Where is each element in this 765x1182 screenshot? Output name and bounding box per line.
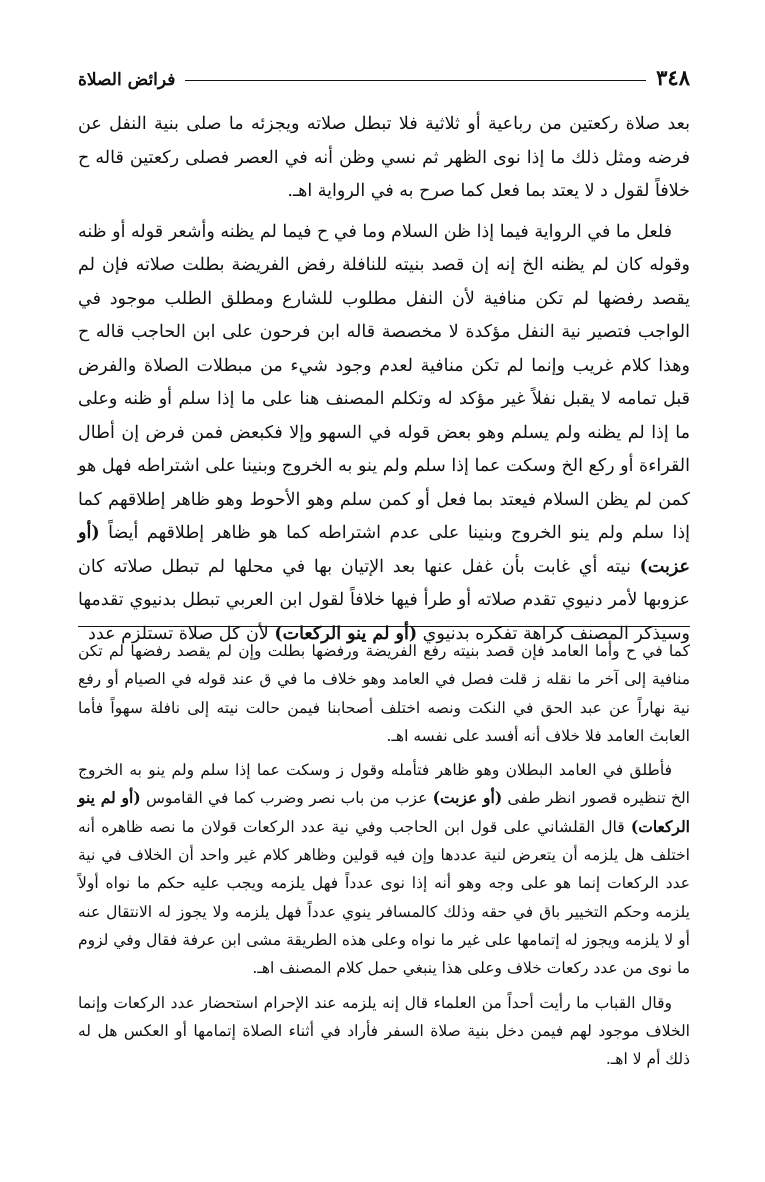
keyword-run: (أو عزبت): [78, 523, 690, 577]
footnotes: [78, 637, 690, 1079]
text-run: لأن كل صلاة تستلزم عدد: [88, 623, 275, 644]
text-run: بعد صلاة ركعتين من رباعية أو ثلاثية فلا تبطل صلاته ويجزئه ما صلى بنية النفل عن فرضه ومثل ذلك ما إذا نوى الظهر ثم نسي وظن أنه في العصر فصلى ركعتين قاله ح خلافاً لقول د لا يعتد بما فعل كما صرح به في الرواية اهـ.: [78, 114, 690, 201]
page-header: [78, 60, 690, 90]
main-paragraph: [78, 108, 690, 209]
text-run: كما في ح وأما العامد فإن قصد بنيته رفع الفريضة ورفضها بطلت وإن لم يقصد رفضها لم تكن منافية إلى آخر ما نقله ز قلت فصل في العامد وهو خلاف ما في ق عند قوله في الصيام أو رفع نية نهاراً عن عبد الحق في النكت ونصه اختلف أصحابنا فيمن حالت نيته إلى نافلة سهواً فأما العابث العامد فلا خلاف أنه أفسد على نفسه اهـ.: [78, 642, 690, 745]
main-paragraph: [78, 216, 690, 652]
text-run: قال القلشاني على قول ابن الحاجب وفي نية عدد الركعات قولان ما نصه ظاهره أنه اختلف هل يلزمه أن يتعرض لنية عددها وإن فيه قولين وظاهر كلام غير واحد أن الخلاف في نية عدد الركعات إنما هو على وجه وهو أنه إذا نوى عدداً فهل يلزمه ويجب عليه حكم ما نواه أولاً يلزمه وحكم التخيير باق في حقه وذلك كالمسافر ينوي عدداً فهل يلزمه ولا يجوز له الانتقال عنه أو لا يلزمه ويجوز له إتمامها على غير ما نواه وعلى هذه الطريقة مشى ابن عرفة فقال وفي لزوم ما نوى من عدد ركعات خلاف وعلى هذا ينبغي حمل كلام المصنف اهـ.: [78, 817, 690, 978]
page-number: ٣٤٨: [656, 65, 690, 90]
header-rule: [185, 80, 646, 81]
text-run: نيته أي غابت بأن غفل عنها بعد الإتيان بها في محلها لم تبطل صلاته كان عزوبها لأمر دنيوي تقدم صلاته أو طرأ فيها خلافاً لقول ابن العربي تبطل بدنيوي تقدمها وسيذكر المصنف كراهة تفكره بدنيوي: [78, 556, 690, 644]
text-run: فأطلق في العامد البطلان وهو ظاهر فتأمله وقول ز وسكت عما إذا سلم ولم ينو به الخروج الخ تنظيره قصور انظر طفى: [78, 761, 690, 808]
text-run: عزب من باب نصر وضرب كما في القاموس: [140, 789, 433, 808]
footnote-divider: [78, 626, 690, 627]
running-title: فرائض الصلاة: [78, 70, 176, 90]
keyword-run: (أو لم ينو الركعات): [78, 788, 690, 836]
footnote-paragraph: [78, 637, 690, 750]
text-run: وقال القباب ما رأيت أحداً من العلماء قال إنه يلزمه عند الإحرام استحضار عدد الركعات وإنما الخلاف موجود لهم فيمن دخل بنية صلاة السفر فأراد في أثناء الصلاة إتمامها أو العكس هل له ذلك أم لا اهـ.: [78, 993, 690, 1069]
keyword-run: (أو عزبت): [432, 788, 503, 808]
footnote-paragraph: [78, 756, 690, 982]
main-text: [78, 108, 690, 658]
footnote-paragraph: [78, 989, 690, 1074]
text-run: فلعل ما في الرواية فيما إذا ظن السلام وما في ح فيما لم يظنه وأشعر قوله أو ظنه وقوله كان لم يظنه الخ إنه إن قصد بنيته للنافلة رفض الفريضة بطلت صلاته فإن لم يقصد رفضها لم تكن منافية لأن النفل مطلوب للشارع ومطلق الطلب موجود في الواجب فتصير نية النفل مؤكدة لا مخصصة قاله ابن فرحون على ابن الحاجب قاله ح وهذا كلام غريب وإنما لم تكن منافية لعدم وجود شيء من مبطلات الصلاة والفرض قبل تمامه لا يقبل نفلاً غير مؤكد له وتكلم المصنف هنا على ما إذا سلم أو ظنه وعلى ما إذا لم يظنه ولم يسلم وهو بعض قوله في السهو وإلا فكبعض فمن فرض إن أطال القراءة أو ركع الخ وسكت عما إذا سلم ولم ينو به الخروج وبنينا على اشتراطه فهل هو كمن لم يظن السلام فيعتد بما فعل أو كمن سلم وهو الأحوط وهو ظاهر إطلاقهم كما إذا سلم ولم ينو الخروج وبنينا على عدم اشتراطه كما هو ظاهر إطلاقهم أيضاً: [77, 221, 690, 543]
keyword-run: (أو لم ينو الركعات): [274, 623, 418, 644]
